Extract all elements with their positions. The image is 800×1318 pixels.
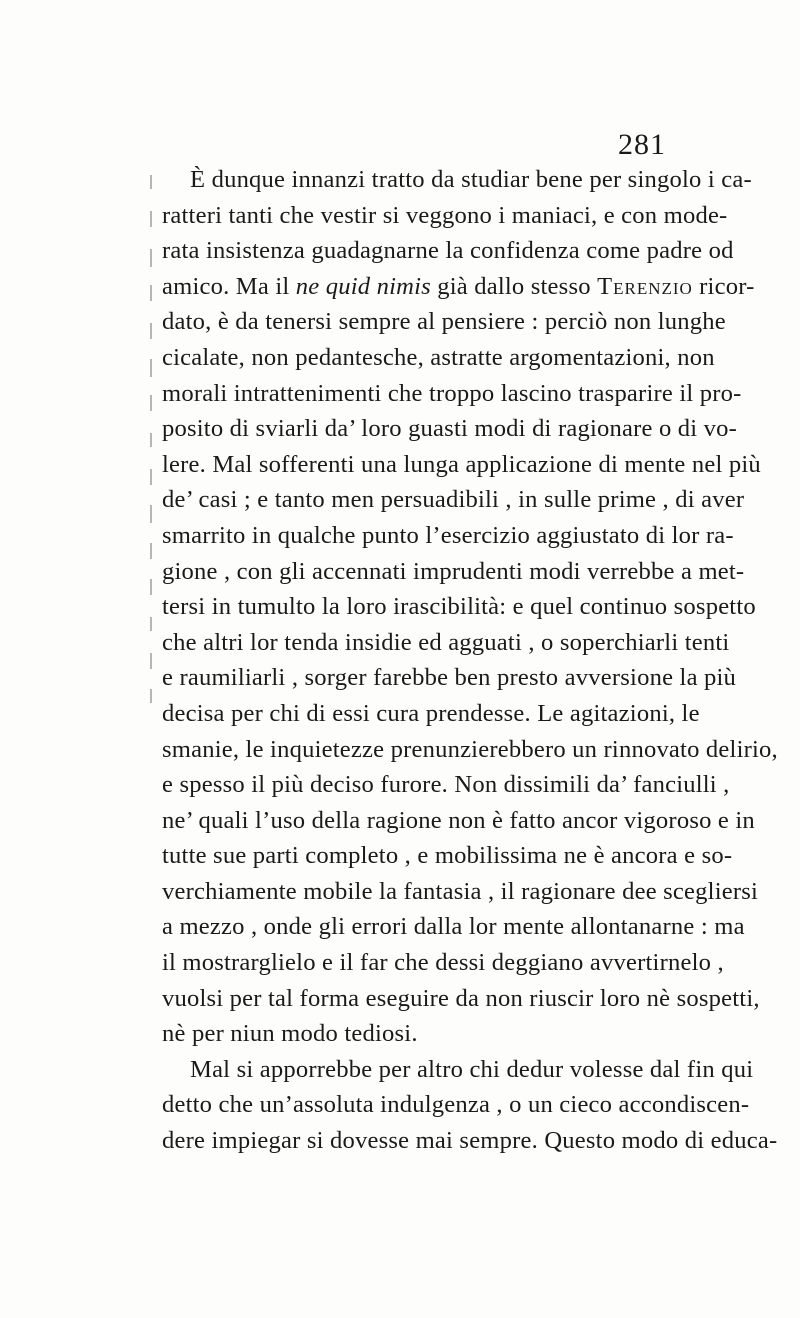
text-line: dere impiegar si dovesse mai sempre. Questo modo di educa-	[162, 1127, 778, 1155]
text-line: cicalate, non pedantesche, astratte argomentazioni, non	[162, 343, 715, 371]
text-line: È dunque innanzi tratto da studiar bene per singolo i ca-	[190, 166, 752, 193]
text-line: a mezzo , onde gli errori dalla lor mente allontanarne : ma	[162, 913, 745, 941]
text-line: ratteri tanti che vestir si veggono i maniaci, e con mode-	[162, 201, 728, 229]
text-line: Mal si apporrebbe per altro chi dedur volesse dal fin qui	[190, 1055, 754, 1083]
text-line: lere. Mal sofferenti una lunga applicazione di mente nel più	[162, 450, 761, 478]
text-line: smanie, le inquietezze prenunzierebbero un rinnovato delirio,	[162, 735, 778, 763]
gutter-mark	[150, 211, 152, 227]
gutter-mark	[150, 543, 152, 559]
gutter-mark	[150, 653, 152, 669]
gutter-mark	[150, 175, 152, 189]
text-line: nè per niun modo tediosi.	[162, 1020, 418, 1048]
gutter-mark	[150, 689, 152, 703]
text-line: rata insistenza guadagnarne la confidenza come padre od	[162, 237, 734, 265]
text-line: tutte sue parti completo , e mobilissima ne è ancora e so-	[162, 842, 733, 870]
text-line: il mostrarglielo e il far che dessi deggiano avvertirnelo ,	[162, 949, 724, 977]
gutter-mark	[150, 249, 152, 267]
paragraph	[162, 162, 778, 1052]
gutter-mark	[150, 617, 152, 631]
text-line: dato, è da tenersi sempre al pensiere : perciò non lunghe	[162, 308, 726, 336]
gutter-mark	[150, 395, 152, 411]
body-text	[162, 162, 778, 1159]
text-line: tersi in tumulto la loro irascibilità: e quel continuo sospetto	[162, 593, 756, 621]
text-line	[162, 269, 755, 305]
gutter-mark	[150, 433, 152, 447]
text-run: amico. Ma il	[162, 272, 296, 300]
text-line: verchiamente mobile la fantasia , il ragionare dee scegliersi	[162, 877, 759, 905]
text-line: ne’ quali l’uso della ragione non è fatto ancor vigoroso e in	[162, 806, 755, 834]
text-line: detto che un’assoluta indulgenza , o un cieco accondiscen-	[162, 1091, 750, 1119]
gutter-mark	[150, 505, 152, 523]
text-line: de’ casi ; e tanto men persuadibili , in sulle prime , di aver	[162, 486, 745, 514]
text-line: vuolsi per tal forma eseguire da non riuscir loro nè sospetti,	[162, 984, 760, 1012]
page-number: 281	[618, 128, 666, 161]
gutter-mark	[150, 359, 152, 377]
gutter-binding-marks	[150, 175, 156, 705]
text-line: morali intrattenimenti che troppo lascino trasparire il pro-	[162, 379, 742, 407]
gutter-mark	[150, 469, 152, 485]
text-run: già dallo stesso	[430, 272, 598, 300]
text-run: ricor-	[692, 272, 755, 300]
text-line: gione , con gli accennati imprudenti modi verrebbe a met-	[162, 557, 745, 585]
gutter-mark	[150, 285, 152, 301]
text-line: posito di sviarli da’ loro guasti modi di ragionare o di vo-	[162, 415, 738, 443]
text-line: che altri lor tenda insidie ed agguati , o soperchiarli tenti	[162, 628, 730, 656]
gutter-mark	[150, 323, 152, 339]
paragraph	[162, 1052, 778, 1159]
latin-phrase: ne quid nimis	[295, 272, 431, 300]
text-line: e spesso il più deciso furore. Non dissimili da’ fanciulli ,	[162, 771, 730, 799]
text-line: e raumiliarli , sorger farebbe ben presto avversione la più	[162, 664, 737, 692]
gutter-mark	[150, 579, 152, 595]
author-name: Terenzio	[597, 272, 693, 300]
text-line: smarrito in qualche punto l’esercizio aggiustato di lor ra-	[162, 521, 734, 549]
text-line: decisa per chi di essi cura prendesse. Le agitazioni, le	[162, 699, 700, 727]
